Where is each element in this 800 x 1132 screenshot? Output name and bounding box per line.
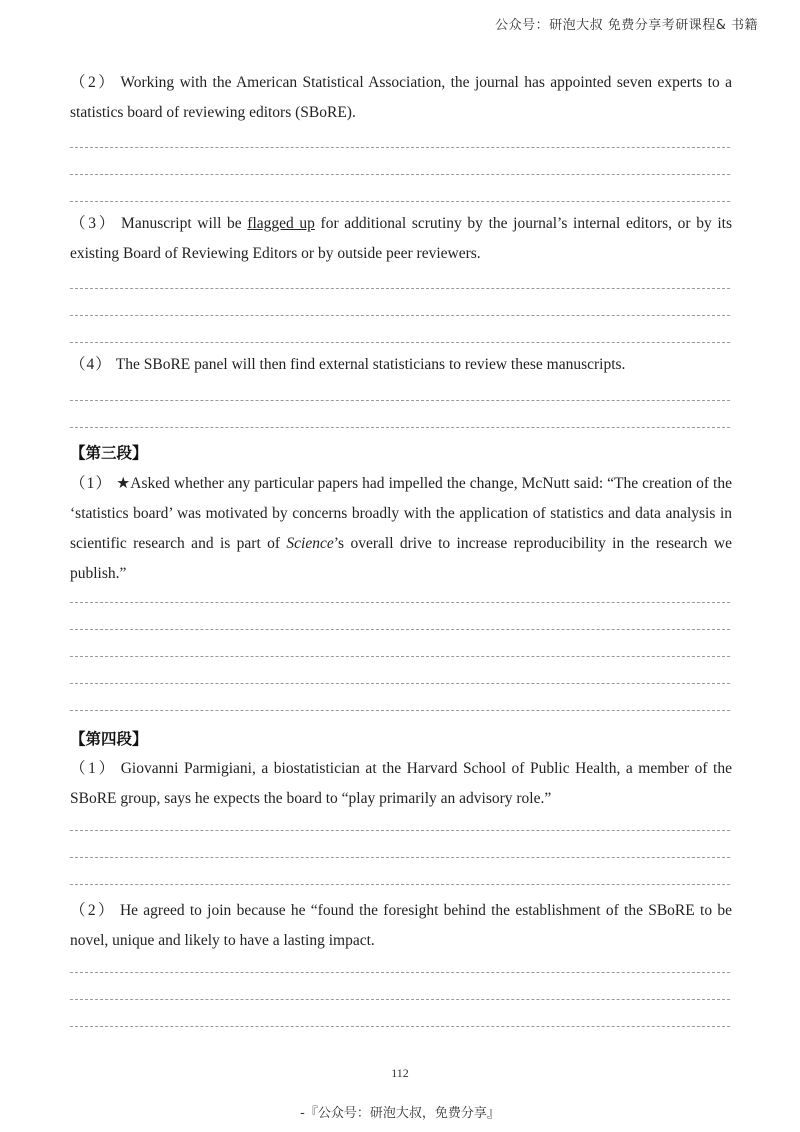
paragraph-number: （2） <box>70 902 116 919</box>
answer-line <box>70 710 730 711</box>
section-heading-third: 【第三段】 <box>70 444 148 462</box>
footer-watermark: -『公众号：研泡大叔，免费分享』 <box>300 1106 500 1121</box>
paragraph-s3-1 <box>70 469 732 589</box>
answer-line <box>70 201 730 202</box>
answer-line <box>70 857 730 858</box>
paragraph-text-post: ’s overall drive to increase reproducibility in the research we publish.” <box>70 535 732 582</box>
paragraph-number: （4） <box>70 356 112 373</box>
answer-line <box>70 629 730 630</box>
paragraph-text-pre: Manuscript will be <box>121 215 248 232</box>
paragraph-text-post: for additional scrutiny by the journal’s internal editors, or by its existing Board of Reviewing Editors or by outside peer reviewers. <box>70 215 732 262</box>
header-watermark: 公众号：研泡大叔 免费分享考研课程& 书籍 <box>495 18 758 33</box>
answer-line <box>70 174 730 175</box>
answer-line <box>70 884 730 885</box>
paragraph-text: Working with the American Statistical Association, the journal has appointed seven experts to a statistics board of reviewing editors (SBoRE). <box>70 74 732 121</box>
answer-line <box>70 427 730 428</box>
paragraph-number: （1） <box>70 475 113 492</box>
answer-line <box>70 400 730 401</box>
paragraph-s4-2 <box>70 896 732 956</box>
underlined-phrase: flagged up <box>247 215 315 232</box>
page-number: 112 <box>391 1066 409 1080</box>
paragraph-s4-1 <box>70 754 732 814</box>
answer-line <box>70 683 730 684</box>
answer-line <box>70 602 730 603</box>
italic-title: Science <box>286 535 334 552</box>
section-heading-fourth: 【第四段】 <box>70 730 148 748</box>
paragraph-number: （2） <box>70 74 117 91</box>
paragraph-text: He agreed to join because he “found the foresight behind the establishment of the SBoRE to be novel, unique and likely to have a lasting impact. <box>70 902 732 949</box>
paragraph-2 <box>70 68 732 128</box>
answer-line <box>70 972 730 973</box>
paragraph-4 <box>70 350 732 380</box>
answer-line <box>70 315 730 316</box>
answer-line <box>70 342 730 343</box>
paragraph-text: Giovanni Parmigiani, a biostatistician at the Harvard School of Public Health, a member of the SBoRE group, says he expects the board to “play primarily an advisory role.” <box>70 760 732 807</box>
answer-line <box>70 999 730 1000</box>
answer-line <box>70 656 730 657</box>
paragraph-number: （1） <box>70 760 117 777</box>
paragraph-3 <box>70 209 732 269</box>
paragraph-number: （3） <box>70 215 118 232</box>
answer-line <box>70 147 730 148</box>
answer-line <box>70 288 730 289</box>
paragraph-text: The SBoRE panel will then find external statisticians to review these manuscripts. <box>115 356 626 373</box>
answer-line <box>70 830 730 831</box>
paragraph-text-pre: ★Asked whether any particular papers had impelled the change, McNutt said: “The creation of the ‘statistics board’ was motivated by concerns broadly with the application of statistics and data analysis in scientific research and is part of <box>70 475 732 552</box>
answer-line <box>70 1026 730 1027</box>
